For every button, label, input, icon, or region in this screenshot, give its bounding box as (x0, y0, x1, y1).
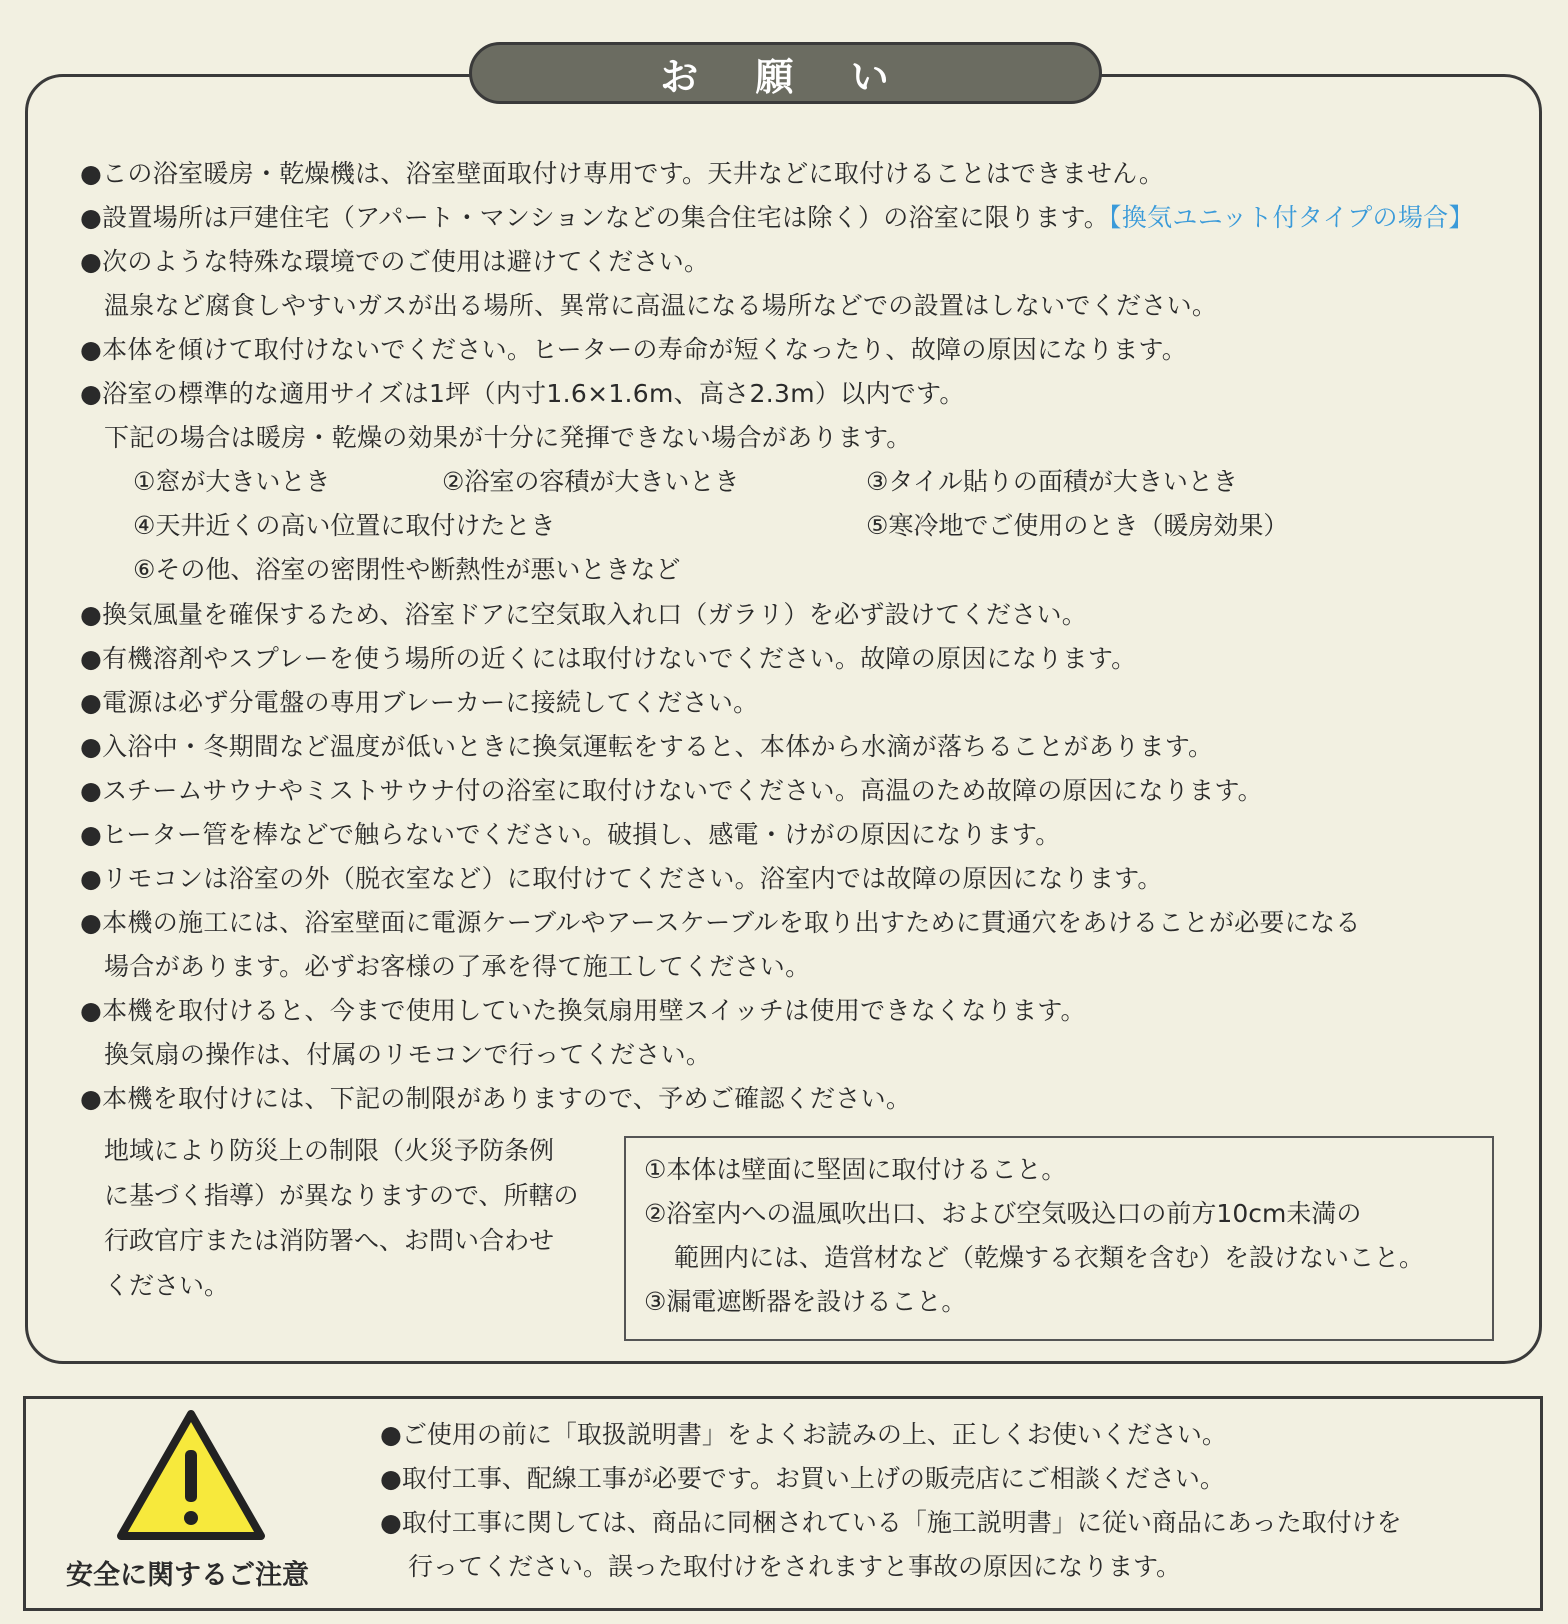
safety-line-3: ●取付工事に関しては、商品に同梱されている「施工説明書」に従い商品にあった取付けを (380, 1508, 1402, 1537)
notice-item-10: ●スチームサウナやミストサウナ付の浴室に取付けないでください。高温のため故障の原因になります。 (80, 776, 1263, 805)
warning-icon (115, 1408, 267, 1544)
fire-note-line: ください。 (104, 1271, 230, 1300)
condition-6: ⑥その他、浴室の密閉性や断熱性が悪いときなど (133, 555, 681, 584)
restriction-1: ①本体は壁面に堅固に取付けること。 (644, 1155, 1067, 1184)
restriction-3: ③漏電遮断器を設けること。 (644, 1287, 967, 1316)
safety-line-2: ●取付工事、配線工事が必要です。お買い上げの販売店にご相談ください。 (380, 1464, 1225, 1493)
notice-item-1: ●この浴室暖房・乾燥機は、浴室壁面取付け専用です。天井などに取付けることはできません。 (80, 159, 1165, 188)
fire-prevention-note (104, 1128, 614, 1308)
notice-item-6: ●換気風量を確保するため、浴室ドアに空気取入れ口（ガラリ）を必ず設けてください。 (80, 600, 1088, 629)
fire-note-line: 地域により防災上の制限（火災予防条例 (104, 1136, 555, 1165)
condition-1: ①窓が大きいとき (133, 467, 331, 496)
condition-4: ④天井近くの高い位置に取付けたとき (133, 511, 556, 540)
safety-line-4: 行ってください。誤った取付けをされますと事故の原因になります。 (408, 1552, 1182, 1581)
notice-item-9: ●入浴中・冬期間など温度が低いときに換気運転をすると、本体から水滴が落ちることがあります。 (80, 732, 1214, 761)
notice-item-13-detail: 場合があります。必ずお客様の了承を得て施工してください。 (104, 952, 811, 981)
notice-title: お 願 い (469, 42, 1102, 104)
notice-item-13: ●本機の施工には、浴室壁面に電源ケーブルやアースケーブルを取り出すために貫通穴をあけることが必要になる (80, 908, 1361, 937)
notice-item-7: ●有機溶剤やスプレーを使う場所の近くには取付けないでください。故障の原因になります。 (80, 644, 1137, 673)
restriction-box (624, 1136, 1494, 1341)
condition-5: ⑤寒冷地でご使用のとき（暖房効果） (866, 511, 1289, 540)
notice-item-4: ●本体を傾けて取付けないでください。ヒーターの寿命が短くなったり、故障の原因になります。 (80, 335, 1188, 364)
safety-label: 安全に関するご注意 (66, 1560, 309, 1591)
notice-item-12: ●リモコンは浴室の外（脱衣室など）に取付けてください。浴室内では故障の原因になります。 (80, 864, 1163, 893)
restriction-2-detail: 範囲内には、造営材など（乾燥する衣類を含む）を設けないこと。 (674, 1243, 1425, 1272)
note-ventilation-unit: 【換気ユニット付タイプの場合】 (1109, 203, 1474, 232)
condition-3: ③タイル貼りの面積が大きいとき (866, 467, 1238, 496)
notice-item-15: ●本機を取付けには、下記の制限がありますので、予めご確認ください。 (80, 1084, 912, 1113)
restriction-2: ②浴室内への温風吹出口、および空気吸込口の前方10cm未満の (644, 1199, 1362, 1228)
fire-note-line: に基づく指導）が異なりますので、所轄の (104, 1181, 579, 1210)
notice-item-14: ●本機を取付けると、今まで使用していた換気扇用壁スイッチは使用できなくなります。 (80, 996, 1086, 1025)
fire-note-line: 行政官庁または消防署へ、お問い合わせ (104, 1226, 555, 1255)
condition-2: ②浴室の容積が大きいとき (442, 467, 740, 496)
notice-item-8: ●電源は必ず分電盤の専用ブレーカーに接続してください。 (80, 688, 759, 717)
notice-item-11: ●ヒーター管を棒などで触らないでください。破損し、感電・けがの原因になります。 (80, 820, 1061, 849)
notice-item-5-detail: 下記の場合は暖房・乾燥の効果が十分に発揮できない場合があります。 (104, 423, 912, 452)
notice-item-14-detail: 換気扇の操作は、付属のリモコンで行ってください。 (104, 1040, 712, 1069)
safety-line-1: ●ご使用の前に「取扱説明書」をよくお読みの上、正しくお使いください。 (380, 1420, 1227, 1449)
notice-item-3-detail: 温泉など腐食しやすいガスが出る場所、異常に高温になる場所などでの設置はしないでください。 (104, 291, 1218, 320)
notice-item-5: ●浴室の標準的な適用サイズは1坪（内寸1.6×1.6m、高さ2.3m）以内です。 (80, 379, 965, 408)
notice-item-3: ●次のような特殊な環境でのご使用は避けてください。 (80, 247, 710, 276)
notice-item-2: ●設置場所は戸建住宅（アパート・マンションなどの集合住宅は除く）の浴室に限ります。【換気ユニット付タイプの場合】 (80, 203, 1474, 232)
